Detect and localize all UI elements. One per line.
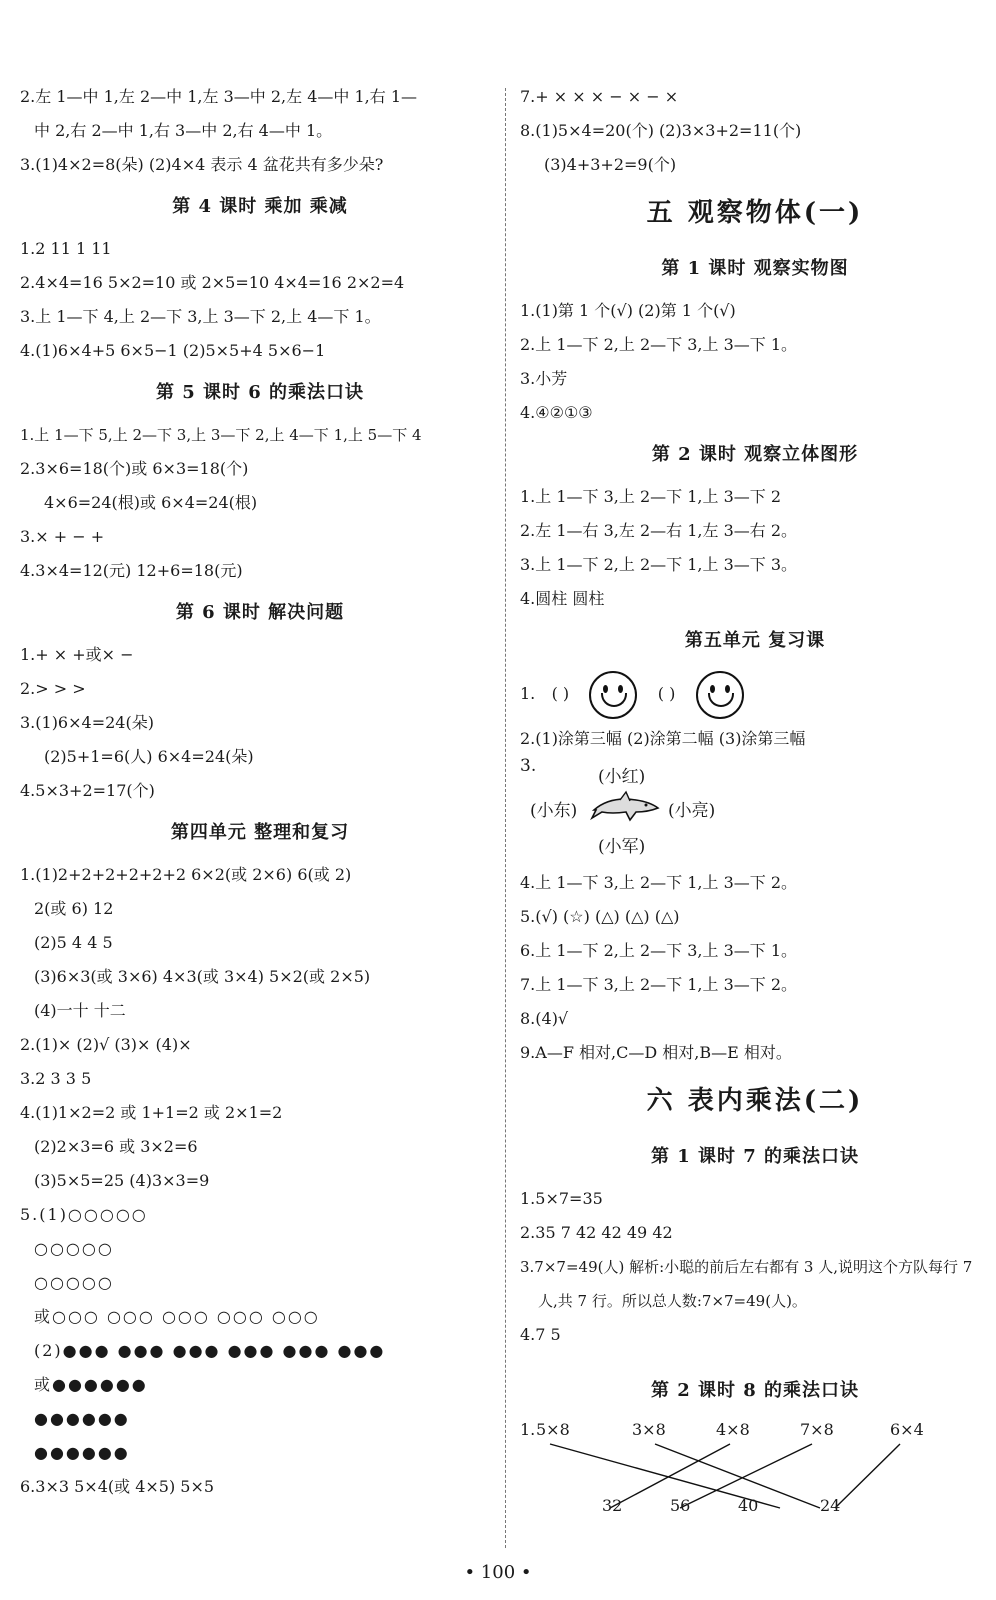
answer-line: 1.5×7=35 [520,1189,603,1208]
answer-line: 3.(1)4×2=8(朵) (2)4×4 表示 4 盆花共有多少朵? [20,155,384,174]
label-right: (小亮) [668,801,716,821]
right-column [520,80,990,1516]
answer-line: 4.3×4=12(元) 12+6=18(元) [20,561,243,580]
dot-diagram-line: ●●●●●● [34,1409,130,1428]
blank-paren: ( ) [657,684,676,703]
answer-line: 1.上 1—下 3,上 2—下 1,上 3—下 2 [520,487,782,506]
question-number: 3. [520,756,537,776]
page-number: • 100 • [464,1562,532,1583]
circle-diagram-line: ○○○○○ [34,1273,114,1292]
answer-line: 2(或 6) 12 [34,899,114,918]
matching-exercise [520,1416,990,1516]
answer-line: (3)6×3(或 3×6) 4×3(或 3×4) 5×2(或 2×5) [34,967,371,986]
circle-diagram-line: 或○○○ ○○○ ○○○ ○○○ ○○○ [34,1307,320,1326]
answer-line: 4.圆柱 圆柱 [520,589,605,608]
circle-diagram-line: ○○○○○ [34,1239,114,1258]
answer-line: 3.(1)6×4=24(朵) [20,713,154,732]
answer-line: 8.(4)√ [520,1009,569,1028]
dot-diagram-line: ●●●●●● [34,1443,130,1462]
question-number: 1. [520,684,536,703]
answer-line: (3)5×5=25 (4)3×3=9 [34,1171,210,1190]
blank-paren: ( ) [551,684,570,703]
label-left: (小东) [530,801,578,821]
column-divider [505,88,506,1548]
answer-line: 4.④②①③ [520,403,593,422]
section-title-lesson4: 第 4 课时 乘加 乘减 [172,196,348,217]
answer-line: 5.(√) (☆) (△) (△) (△) [520,907,680,926]
section-title-observe-lesson1: 第 1 课时 观察实物图 [661,258,849,279]
answer-line: 4.(1)1×2=2 或 1+1=2 或 2×1=2 [20,1103,283,1122]
answer-line: 4×6=24(根)或 6×4=24(根) [44,493,258,512]
section-title-observe-lesson2: 第 2 课时 观察立体图形 [651,444,859,465]
answer-line: (2)5 4 4 5 [34,933,113,952]
unit-title-observe-objects: 五 观察物体(一) [646,198,864,228]
smiley-face-icon [589,671,637,719]
answer-line: 1.(1)2+2+2+2+2+2 6×2(或 2×6) 6(或 2) [20,865,352,884]
left-column [20,80,500,1504]
answer-line: 4.(1)6×4+5 6×5−1 (2)5×5+4 5×6−1 [20,341,326,360]
answer-line: 2.左 1—中 1,左 2—中 1,左 3—中 2,左 4—中 1,右 1— [20,87,418,106]
dolphin-icon [590,790,662,824]
label-top: (小红) [598,767,646,787]
answer-line: (4)一十 十二 [34,1001,126,1020]
answer-line: 4.7 5 [520,1325,561,1344]
section-title-7-table: 第 1 课时 7 的乘法口诀 [650,1146,860,1167]
answer-line: 3.小芳 [520,369,568,388]
dot-diagram-line: (2)●●● ●●● ●●● ●●● ●●● ●●● [34,1341,386,1360]
section-title-8-table: 第 2 课时 8 的乘法口诀 [650,1380,860,1401]
answer-line: 2.上 1—下 2,上 2—下 3,上 3—下 1。 [520,335,798,354]
answer-line: 2.左 1—右 3,左 2—右 1,左 3—右 2。 [520,521,798,540]
match-bottom-item: 56 [670,1496,691,1515]
answer-line: 4.上 1—下 3,上 2—下 1,上 3—下 2。 [520,873,798,892]
smiley-answer-line [520,666,990,722]
question-number: 1. [520,1420,536,1439]
section-title-lesson5: 第 5 课时 6 的乘法口诀 [155,382,365,403]
answer-line: 1.(1)第 1 个(√) (2)第 1 个(√) [520,301,736,320]
match-bottom-item: 24 [820,1496,841,1515]
smiley-face-icon [696,671,744,719]
answer-line: 2.(1)涂第三幅 (2)涂第二幅 (3)涂第三幅 [520,729,806,748]
match-top-item: 3×8 [632,1420,666,1439]
section-title-unit4-review: 第四单元 整理和复习 [170,822,350,843]
answer-line: 2.4×4=16 5×2=10 或 2×5=10 4×4=16 2×2=4 [20,273,405,292]
answer-line: 中 2,右 2—中 1,右 3—中 2,右 4—中 1。 [34,121,333,140]
dolphin-position-diagram [520,756,990,866]
answer-line: 8.(1)5×4=20(个) (2)3×3+2=11(个) [520,121,802,140]
section-title-unit5-review: 第五单元 复习课 [684,630,826,651]
circle-diagram-line: 5.(1)○○○○○ [20,1205,148,1224]
answer-line: (3)4+3+2=9(个) [544,155,677,174]
match-bottom-item: 32 [602,1496,623,1515]
answer-line: (2)2×3=6 或 3×2=6 [34,1137,198,1156]
answer-line: 3.× + − + [20,527,105,546]
answer-line: 3.上 1—下 2,上 2—下 1,上 3—下 3。 [520,555,798,574]
section-title-lesson6: 第 6 课时 解决问题 [175,602,345,623]
unit-title-multiplication-2: 六 表内乘法(二) [646,1086,864,1116]
answer-line: 1.2 11 1 11 [20,239,112,258]
answer-with-explanation: 3.7×7=49(人) 解析:小聪的前后左右都有 3 人,说明这个方队每行 7 人,共 7 行。所以总人数:7×7=49(人)。 [520,1258,973,1310]
answer-line: 1.上 1—下 5,上 2—下 3,上 3—下 2,上 4—下 1,上 5—下 4 [20,426,422,444]
answer-line: 2.> > > [20,679,86,698]
answer-line: (2)5+1=6(人) 6×4=24(朵) [44,747,254,766]
answer-line: 2.35 7 42 42 49 42 [520,1223,673,1242]
match-top-item: 5×8 [536,1420,570,1439]
answer-line: 7.+ × × × − × − × [520,87,679,106]
answer-line: 7.上 1—下 3,上 2—下 1,上 3—下 2。 [520,975,798,994]
match-top-item: 7×8 [800,1420,834,1439]
match-top-item: 4×8 [716,1420,750,1439]
answer-line: 3.2 3 3 5 [20,1069,92,1088]
answer-line: 2.(1)× (2)√ (3)× (4)× [20,1035,192,1054]
answer-line: 6.3×3 5×4(或 4×5) 5×5 [20,1477,215,1496]
answer-line: 3.上 1—下 4,上 2—下 3,上 3—下 2,上 4—下 1。 [20,307,381,326]
label-bottom: (小军) [598,837,646,857]
match-bottom-item: 40 [738,1496,759,1515]
answer-line: 2.3×6=18(个)或 6×3=18(个) [20,459,249,478]
answer-line: 4.5×3+2=17(个) [20,781,155,800]
dot-diagram-line: 或●●●●●● [34,1375,148,1394]
match-top-item: 6×4 [890,1420,924,1439]
answer-line: 6.上 1—下 2,上 2—下 3,上 3—下 1。 [520,941,798,960]
answer-line: 1.+ × +或× − [20,645,134,664]
answer-line: 9.A—F 相对,C—D 相对,B—E 相对。 [520,1043,792,1062]
